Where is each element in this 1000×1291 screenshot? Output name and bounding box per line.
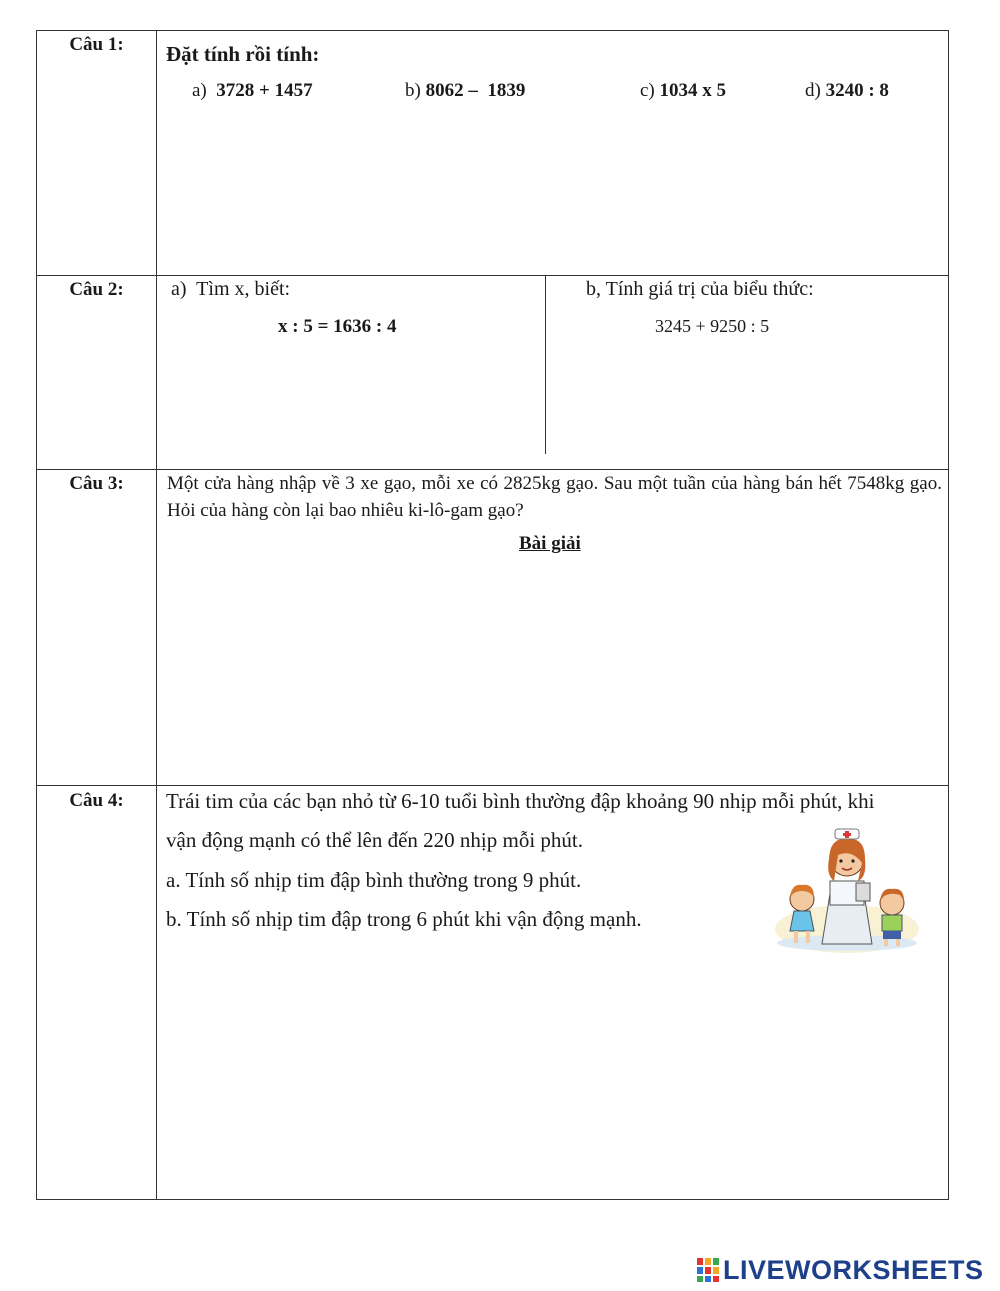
liveworksheets-wordmark: LIVEWORKSHEETS (723, 1254, 984, 1285)
q2a-expression: x : 5 = 1636 : 4 (278, 316, 397, 337)
q1-title: Đặt tính rồi tính: (166, 42, 320, 66)
liveworksheets-icon (697, 1258, 719, 1282)
q3-label: Câu 3: (69, 473, 124, 494)
nurse-children-illustration (772, 819, 922, 955)
label-column-divider (156, 31, 157, 1199)
q3-solution-heading: Bài giải (519, 533, 581, 554)
row-divider-3 (37, 785, 948, 786)
q4-line-2: vận động mạnh có thể lên đến 220 nhịp mỗi phút. (166, 828, 584, 852)
q4-line-4: b. Tính số nhịp tim đập trong 6 phút khi vận động mạnh. (166, 907, 642, 931)
q2-label: Câu 2: (69, 279, 124, 300)
q2a-title: a) Tìm x, biết: (171, 278, 291, 300)
q1-label: Câu 1: (69, 34, 124, 55)
q4-label: Câu 4: (69, 790, 124, 811)
q1-item-a: a) 3728 + 1457 (192, 80, 313, 101)
row-divider-1 (37, 275, 948, 276)
q2b-expression: 3245 + 9250 : 5 (655, 316, 770, 336)
q2b-title: b, Tính giá trị của biểu thức: (586, 278, 814, 300)
worksheet-table (36, 30, 949, 1200)
liveworksheets-logo (697, 1255, 984, 1285)
q4-line-1: Trái tim của các bạn nhỏ từ 6-10 tuổi bình thường đập khoảng 90 nhịp mỗi phút, khi (166, 789, 875, 813)
q1-item-b: b) 8062 – 1839 (405, 80, 526, 101)
q4-line-3: a. Tính số nhịp tim đập bình thường trong 9 phút. (166, 868, 582, 892)
q3-problem-text: Một cửa hàng nhập về 3 xe gạo, mỗi xe có 2825kg gạo. Sau một tuần của hàng bán hết 7548kg gạo. Hỏi của hàng còn lại bao nhiêu ki-lô-gam gạo? (167, 473, 942, 521)
q2-column-divider (545, 276, 546, 454)
q1-item-d: d) 3240 : 8 (805, 80, 889, 101)
q1-item-c: c) 1034 x 5 (640, 80, 727, 101)
